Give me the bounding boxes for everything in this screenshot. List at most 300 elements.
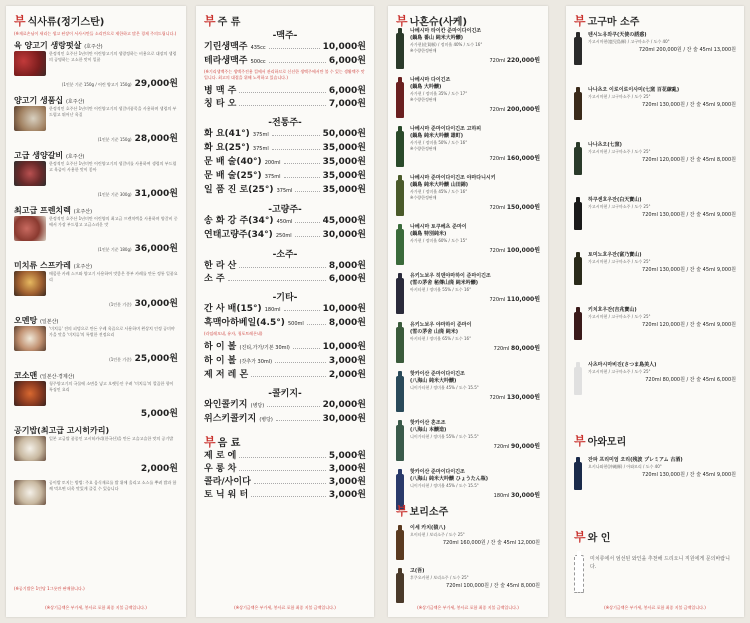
dish-name-text: 미치류 스프카레 xyxy=(14,261,71,270)
drink-entry xyxy=(574,362,736,395)
drink-price-value: 30,000원 xyxy=(511,492,540,499)
drink-meta: 오키나와현(沖縄縣) / 아와모리 / 도수 40° xyxy=(588,464,662,469)
liquor-name-text: 하 이 볼 xyxy=(204,356,237,366)
dish-price-row xyxy=(14,406,178,419)
liquor-volume: (병당) xyxy=(250,403,265,409)
barley-list xyxy=(396,525,540,603)
dish-origin: (호주산) xyxy=(65,99,85,105)
drink-price-value: 110,000원 xyxy=(506,296,540,303)
sake-menu-panel xyxy=(388,6,548,617)
liquor-volume: 375ml xyxy=(264,174,281,180)
drink-entry xyxy=(396,322,540,363)
liquor-row xyxy=(204,41,366,55)
drink-row xyxy=(204,450,366,463)
drink-entry xyxy=(396,77,540,118)
liquor-name-text: 테라생맥주 xyxy=(204,56,248,66)
liquor-group xyxy=(204,115,366,198)
drink-info xyxy=(588,32,736,53)
bottle-icon xyxy=(396,327,404,363)
drink-name: 핫카이산 준마이다이긴조 xyxy=(410,371,465,377)
drink-price-value: 720ml 80,000원 / 잔 술 45ml 6,000원 xyxy=(645,377,736,383)
drink-price-value: 220,000원 xyxy=(506,57,540,64)
drink-price xyxy=(588,46,736,53)
liquor-price: 6,000원 xyxy=(328,86,366,96)
liquor-name xyxy=(204,170,281,184)
liquor-name-text: 문 배 술(40°) xyxy=(204,157,262,167)
shochu-section-title: 부 고구마 소주 xyxy=(574,14,640,28)
liquor-volume: 375ml xyxy=(252,146,269,152)
dish-name-text: 고급 생양갈비 xyxy=(14,151,64,160)
dotted-leader xyxy=(251,496,326,497)
dish-body xyxy=(14,51,178,76)
dish-price: 31,000원 xyxy=(134,189,178,199)
bottle-icon xyxy=(574,367,582,395)
drink-meta: 오이타현 / 보리소주 / 도수 25° xyxy=(410,532,465,537)
drink-name: 핫카이산 혼조조 xyxy=(410,420,446,426)
drink-entry xyxy=(396,371,540,412)
dish-photo xyxy=(14,271,46,296)
drink-price xyxy=(588,321,736,328)
drink-info xyxy=(410,175,540,211)
dish-price: 36,000원 xyxy=(134,244,178,254)
liquor-name xyxy=(204,317,304,331)
dotted-leader xyxy=(269,62,326,63)
drink-name: 유키노보우 히덴야마하이 준마이긴조 xyxy=(410,273,491,279)
drink-price xyxy=(588,211,736,218)
liquor-group-title: -고량주- xyxy=(268,205,302,215)
dish-quantity: (1인분 기준) xyxy=(109,357,132,362)
dish-photo xyxy=(14,436,46,461)
liquor-note: (※기리생맥주는 생맥주전용 컵에서 관리하므로 신선한 생맥주에서만 볼 수 있는 생활맥주 맛입니다. 최고의 대접을 위해 노력하고 있습니다.) xyxy=(204,69,365,80)
dish-name-text: 최고급 프렌치렉 xyxy=(14,206,71,215)
drink-info xyxy=(410,77,540,113)
liquor-price: 10,000원 xyxy=(322,342,366,352)
drink-info xyxy=(410,568,540,589)
dish-body xyxy=(14,381,178,406)
dish-list xyxy=(14,40,178,511)
dish-description: 매콤한 카레 스프와 양고기 사용하여 맛좋은 풍부 카레를 만든 정통 일품요리 xyxy=(49,271,178,282)
drink-meta: 가고시마현 / 고구마소주 / 도수 25° xyxy=(588,259,651,264)
liquor-price: 35,000원 xyxy=(322,185,366,195)
wine-bottle-icon xyxy=(574,555,584,593)
price-footer: (※상기금액은 부가세, 봉사료 포함 최종 지불 금액입니다.) xyxy=(417,605,519,610)
dish-body xyxy=(14,480,178,505)
liquor-price: 45,000원 xyxy=(322,216,366,226)
drink-meta: 가고시마현 / 고구마소주 / 도수 25° xyxy=(588,149,651,154)
liquor-row xyxy=(204,341,366,355)
dish-price: 2,000원 xyxy=(140,464,178,474)
bottle-icon xyxy=(574,202,582,230)
dish-price-row xyxy=(14,186,178,199)
drink-subname: (雪の茅舍 秘傳山廃 純米吟醸) xyxy=(410,280,479,286)
bottle-icon xyxy=(574,312,582,340)
food-section-title: 부 식사류(정기스탄) xyxy=(14,14,105,28)
liquor-name-text: 기린생맥주 xyxy=(204,42,248,52)
drink-info xyxy=(588,252,736,273)
drink-entry xyxy=(574,197,736,230)
liquor-volume: 450ml xyxy=(276,219,293,225)
drink-name: 나나츠오 이로이로이사미(七窯 百花繚亂) xyxy=(588,87,680,93)
liquor-row xyxy=(204,98,366,111)
drink-price xyxy=(588,266,736,273)
dotted-leader xyxy=(272,149,320,150)
liquor-group xyxy=(204,28,366,81)
liquor-name-text: 화 요(25°) xyxy=(204,143,250,153)
drink-meta: 가고시마현(鹿兒島縣) / 고구마소주 / 도수 40° xyxy=(588,39,670,44)
drink-meta: 니이가타현 / 정미율 55% / 도수 15.5° xyxy=(410,434,479,439)
dish-description: 청주양고기의 국물에 소면을 넣고 오랫동안 우려 '미치류'의 깔끔한 향이 특징인 요리 xyxy=(49,381,174,392)
shochu-list xyxy=(574,32,736,417)
bottle-icon xyxy=(574,257,582,285)
dish-price: 29,000원 xyxy=(134,79,178,89)
bottle-icon xyxy=(396,180,404,216)
dish-item xyxy=(14,480,178,505)
liquor-section-title: 부 주 류 xyxy=(204,14,241,28)
drink-price xyxy=(410,55,540,64)
dotted-leader xyxy=(295,236,320,237)
dish-description: 공이밥 토지는 방법: 주요 음식재료를 밥 위에 올리고 소스를 뿌려 밥과 함께 먹으면 더욱 맛있게 즐길 수 있습니다 xyxy=(49,480,177,491)
drink-meta: 니이가타현 / 정미율 45% / 도수 15.5° xyxy=(410,385,479,390)
liquor-group-title: -맥주- xyxy=(272,31,298,41)
drink-name: 잔파 프리미엄 오리(残波 プレミアム 古酒) xyxy=(588,457,683,463)
liquor-name xyxy=(204,229,292,243)
dish-description: 한정적인 호주산 1년미만 어린양의 최고급 프렌치렉을 사용하며 양갈비 중에서 가장 부드럽고 고급스러운 맛 xyxy=(49,216,178,227)
drink-price: 3,000원 xyxy=(328,477,366,487)
dish-quantity: (1인분 기준 150g) xyxy=(97,137,132,142)
dish-body xyxy=(14,436,178,461)
wine-section-title: 부 와 인 xyxy=(574,530,611,544)
liquor-name-text: 문 배 술(25°) xyxy=(204,171,262,181)
wine-section xyxy=(574,528,736,593)
liquor-name xyxy=(204,184,292,198)
drink-price xyxy=(588,156,736,163)
drink-name: 하쿠센호우잔(白天寶山) xyxy=(588,197,642,203)
dish-item xyxy=(14,260,178,309)
dish-price-row xyxy=(14,241,178,254)
dotted-leader xyxy=(267,406,319,407)
drink-meta: 아키타현 / 정미율 55% / 도수 16° xyxy=(410,287,472,292)
drink-subname: (鍋島 純米大吟醸 雄町) xyxy=(410,133,464,139)
dish-body xyxy=(14,326,178,351)
drink-meta: 아키타현 / 정미율 65% / 도수 16° xyxy=(410,336,472,341)
drink-meta: 후쿠오카현 / 보리소주 / 도수 25° xyxy=(410,575,469,580)
drink-price-value: 720ml 130,000원 / 잔 술 45ml 9,000원 xyxy=(642,212,736,218)
drink-info xyxy=(588,362,736,383)
drink-subname: (雪の茅舍 山廃 純米) xyxy=(410,329,459,335)
liquor-group xyxy=(204,247,366,286)
drink-name: 토미노호우잔(富乃寶山) xyxy=(588,252,642,258)
dish-origin: (호주산) xyxy=(84,44,103,50)
liquor-name-text: 제 저 레 몬 xyxy=(204,370,249,380)
drink-meta: 사가현 / 정미율 45% / 도수 16° xyxy=(410,189,468,194)
bottle-icon xyxy=(574,462,582,490)
drink-entry xyxy=(396,175,540,216)
sake-list xyxy=(396,28,540,518)
liquor-name-text: 한 라 산 xyxy=(204,261,237,271)
price-footer: (※상기금액은 부가세, 봉사료 포함 최종 지불 금액입니다.) xyxy=(604,605,706,610)
rice-note: (※공기밥은 1인당 1그릇만 판매합니다.) xyxy=(14,586,85,591)
dish-name xyxy=(14,150,178,161)
liquor-volume: 180ml xyxy=(264,307,281,313)
liquor-row xyxy=(204,142,366,156)
liquor-name-text: 흑맥아하베일(4.5°) xyxy=(204,318,285,328)
dotted-leader xyxy=(254,483,326,484)
drinks-title-text: 음 료 xyxy=(217,438,241,449)
dish-body xyxy=(14,271,178,296)
barley-section xyxy=(396,502,540,611)
dish-item xyxy=(14,315,178,364)
dish-item xyxy=(14,205,178,254)
drink-info xyxy=(588,197,736,218)
drink-name: 나베시마 준마이다이긴조 고하피 xyxy=(410,126,482,132)
shochu-section xyxy=(574,12,736,29)
dish-name xyxy=(14,260,178,271)
liquor-name xyxy=(204,303,281,317)
drink-meta: 가고시마현 / 고구마소주 / 도수 25° xyxy=(588,314,651,319)
bottle-icon xyxy=(574,147,582,175)
drink-entry xyxy=(396,126,540,167)
liquor-name xyxy=(204,85,236,98)
liquor-volume: 435cc xyxy=(250,45,266,51)
sake-section xyxy=(396,12,540,29)
drink-info xyxy=(588,87,736,108)
bottle-icon xyxy=(396,573,404,603)
bottle-icon xyxy=(574,92,582,120)
drink-price: 3,000원 xyxy=(328,464,366,474)
drink-info xyxy=(588,142,736,163)
liquor-row xyxy=(204,156,366,170)
drink-price xyxy=(588,101,736,108)
dish-origin: (호주산) xyxy=(65,154,85,160)
drink-price xyxy=(410,343,540,352)
dotted-leader xyxy=(284,310,320,311)
drink-subname: (鍋島 大吟醸) xyxy=(410,84,442,90)
drink-price-value: 720ml 130,000원 / 잔 술 45ml 9,000원 xyxy=(642,102,736,108)
dotted-leader xyxy=(239,105,325,106)
drink-name: 이세 카치(猿八) xyxy=(410,525,446,531)
drink-price xyxy=(410,294,540,303)
dish-name xyxy=(14,40,178,51)
drink-name: 고(吾) xyxy=(410,568,425,574)
liquor-name xyxy=(204,142,269,156)
drink-subname: (八海山 純米大吟醸 ひょうたん瓶) xyxy=(410,476,489,482)
drink-meta: 니이가타현 / 정미율 45% / 도수 15.5° xyxy=(410,483,479,488)
liquor-price: 10,000원 xyxy=(322,304,366,314)
drink-name: 나베시마 토쿠베츠 준마이 xyxy=(410,224,467,230)
liquor-name-text: 하 이 볼 xyxy=(204,342,237,352)
price-footer: (※상기금액은 부가세, 봉사료 포함 최종 지불 금액입니다.) xyxy=(234,605,336,610)
drink-info xyxy=(588,307,736,328)
drink-name: 우 롱 차 xyxy=(204,464,237,474)
drink-row xyxy=(204,476,366,489)
drink-entry xyxy=(574,142,736,175)
liquor-price: 6,000원 xyxy=(328,274,366,284)
drink-meta: 가고시마현 / 고구마소주 / 도수 25° xyxy=(588,204,651,209)
dish-body xyxy=(14,161,178,186)
bottle-icon xyxy=(396,425,404,461)
drink-name: 나베시마 다이긴조 xyxy=(410,77,451,83)
drink-entry xyxy=(574,32,736,65)
dish-name-text: 양고기 생품십 xyxy=(14,96,64,105)
drink-entry xyxy=(396,525,540,560)
barley-section-title: 부 보리소주 xyxy=(396,504,449,518)
dish-description: 한정적인 호주산 1년미만 어린양고기의 생갈비품목을 사용하며 생렁의 부드럽고 뛰어난 육질 xyxy=(49,106,177,117)
liquor-row xyxy=(204,355,366,369)
liquor-name-text: 칭 타 오 xyxy=(204,99,237,109)
drink-info xyxy=(588,457,736,478)
liquor-group-title: -기타- xyxy=(272,293,298,303)
drink-name: 제 로 에 xyxy=(204,451,237,461)
drink-name: 토 닉 워 터 xyxy=(204,490,249,500)
drink-price-value: 130,000원 xyxy=(506,394,540,401)
liquor-name-text: 연태고량주(34°) xyxy=(204,230,273,240)
liquor-name xyxy=(204,341,290,355)
dish-origin: (호주산) xyxy=(73,264,93,270)
bottle-icon xyxy=(396,131,404,167)
drink-name: 핫카이산 준마이다이긴조 xyxy=(410,469,465,475)
liquor-price: 10,000원 xyxy=(322,42,366,52)
section-mark: 부 xyxy=(204,435,216,449)
dotted-leader xyxy=(295,222,319,223)
liquor-name xyxy=(204,55,266,69)
bottle-icon xyxy=(396,82,404,118)
drink-price xyxy=(410,202,540,211)
drink-info xyxy=(410,322,540,352)
liquor-price: 30,000원 xyxy=(322,230,366,240)
liquor-list xyxy=(204,26,366,502)
dotted-leader xyxy=(269,48,320,49)
drink-price-value: 150,000원 xyxy=(506,204,540,211)
drink-price xyxy=(410,539,540,546)
liquor-name-text: 소 주 xyxy=(204,274,225,284)
liquor-name xyxy=(204,355,272,369)
drink-volume: 180ml xyxy=(493,493,510,499)
dish-photo xyxy=(14,326,46,351)
drink-price-value: 720ml 120,000원 / 잔 술 45ml 8,000원 xyxy=(642,157,736,163)
liquor-group-title: -소주- xyxy=(272,250,298,260)
liquor-group xyxy=(204,202,366,243)
dotted-leader xyxy=(276,420,320,421)
drink-price-value: 720ml 120,000원 / 잔 술 45ml 9,000원 xyxy=(642,322,736,328)
food-note: (※재료손님이 새리는 생고 된장이 서사시만들 소리만으로 제한하고 많은 경제 주의드립니다.) xyxy=(14,31,177,36)
drink-price-value: 100,000원 xyxy=(506,247,540,254)
liquor-row xyxy=(204,55,366,69)
dish-photo xyxy=(14,216,46,241)
liquor-price: 7,000원 xyxy=(328,99,366,109)
liquor-row xyxy=(204,260,366,273)
dish-name-text: 코소맨 xyxy=(14,371,38,380)
drink-price-value: 160,000원 xyxy=(506,155,540,162)
drink-volume: 720ml xyxy=(489,58,506,64)
dish-quantity: (1인분 기준 150g / 어린 양고기 150g) xyxy=(61,82,132,87)
drink-price-value: 720ml 160,000원 / 잔 술 45ml 12,000원 xyxy=(442,540,540,546)
drink-row xyxy=(204,489,366,502)
dish-description: 일본 고급쌀 품종인 고시히카리(한국산)을 만든 고슬고슬한 맛의 공기밥 xyxy=(49,436,174,441)
dish-photo xyxy=(14,51,46,76)
liquor-price: 8,000원 xyxy=(328,261,366,271)
drink-meta: 사가현 / 정미율 35% / 도수 17° xyxy=(410,91,468,96)
dish-description: '미치류' 전의 피덩으로 만든 우레 육즙으로 사용하며 왼상치 인정 공미야 가을 맛을 '미치류'의 특별한 전정요리 xyxy=(49,326,175,337)
dish-name xyxy=(14,95,178,106)
dish-photo xyxy=(14,106,46,131)
dish-name xyxy=(14,425,178,436)
dish-photo xyxy=(14,161,46,186)
dish-price-row xyxy=(14,131,178,144)
liquor-price: 35,000원 xyxy=(322,171,366,181)
drink-name: 콜라/사이다 xyxy=(204,477,251,487)
drink-price-value: 720ml 130,000원 / 잔 술 45ml 9,000원 xyxy=(642,472,736,478)
drink-subname: (鍋島 番山 純米大吟醸) xyxy=(410,35,464,41)
liquor-group xyxy=(204,85,366,111)
liquor-name-text: 와인콜키지 xyxy=(204,400,248,410)
drink-meta: 사가현(佐賀縣) / 정미율 40% / 도수 16° xyxy=(410,42,483,47)
drink-price xyxy=(410,392,540,401)
drink-price-value: 720ml 100,000원 / 잔 술 45ml 8,000원 xyxy=(446,583,540,589)
wine-description: 미치류에서 엄선된 와인을 추천해 드리오니 직원에게 문의바랍니다. xyxy=(590,556,730,570)
bottle-icon xyxy=(396,530,404,560)
liquor-volume: 500ml xyxy=(287,321,304,327)
dotted-leader xyxy=(251,376,326,377)
drink-limited: ※수량한정판매 xyxy=(410,146,437,151)
dotted-leader xyxy=(239,92,325,93)
drink-entry xyxy=(396,28,540,69)
dish-price: 28,000원 xyxy=(134,134,178,144)
liquor-volume: 375ml xyxy=(252,132,269,138)
drink-name: 텐시노유와쿠(天使の誘惑) xyxy=(588,32,647,38)
dish-price-row xyxy=(14,351,178,364)
dish-item xyxy=(14,150,178,199)
drink-entry xyxy=(396,273,540,314)
liquor-price: 20,000원 xyxy=(322,400,366,410)
drink-limited: ※수량한정판매 xyxy=(410,48,437,53)
dish-quantity: (1인분 기준 300g) xyxy=(97,192,132,197)
drink-price xyxy=(410,441,540,450)
drink-info xyxy=(410,469,540,499)
liquor-price: 3,000원 xyxy=(328,356,366,366)
dish-name-text: 육 양고기 생랑펏살 xyxy=(14,41,82,50)
liquor-name xyxy=(204,215,292,229)
liquor-row xyxy=(204,184,366,198)
liquor-name xyxy=(204,41,266,55)
dish-body xyxy=(14,106,178,131)
dotted-leader xyxy=(239,470,325,471)
liquor-name xyxy=(204,128,269,142)
liquor-row xyxy=(204,317,366,331)
drink-meta: 가고시마현 / 고구마소주 / 도수 25° xyxy=(588,369,651,374)
drink-price xyxy=(410,153,540,162)
drink-row xyxy=(204,463,366,476)
drink-entry xyxy=(396,420,540,461)
drink-info xyxy=(410,224,540,254)
liquor-note: (라임레모네, 유자, 청포트레몬네) xyxy=(204,331,263,336)
drink-meta: 사가현 / 정미율 50% / 도수 16° xyxy=(410,140,468,145)
drink-subname: (八海山 本醸造) xyxy=(410,427,447,433)
liquor-group xyxy=(204,341,366,382)
liquor-name-text: 간 사 배(15°) xyxy=(204,304,262,314)
drink-subname: (鍋島 純米大吟醸 山田錦) xyxy=(410,182,469,188)
dish-name-text: 공기밥(최고급 고시히카리) xyxy=(14,426,110,435)
drink-meta: 가고시마현 / 고구마소주 / 도수 25° xyxy=(588,94,651,99)
bottle-icon xyxy=(396,229,404,265)
dish-quantity: (1인분 기준 180g) xyxy=(97,247,132,252)
drink-subname: (八海山 純米大吟醸) xyxy=(410,378,457,384)
drink-entry xyxy=(574,457,736,490)
bottle-icon xyxy=(396,376,404,412)
dish-item xyxy=(14,40,178,89)
drink-volume: 720ml xyxy=(489,156,506,162)
dish-price: 30,000원 xyxy=(134,299,178,309)
drink-info xyxy=(410,371,540,401)
